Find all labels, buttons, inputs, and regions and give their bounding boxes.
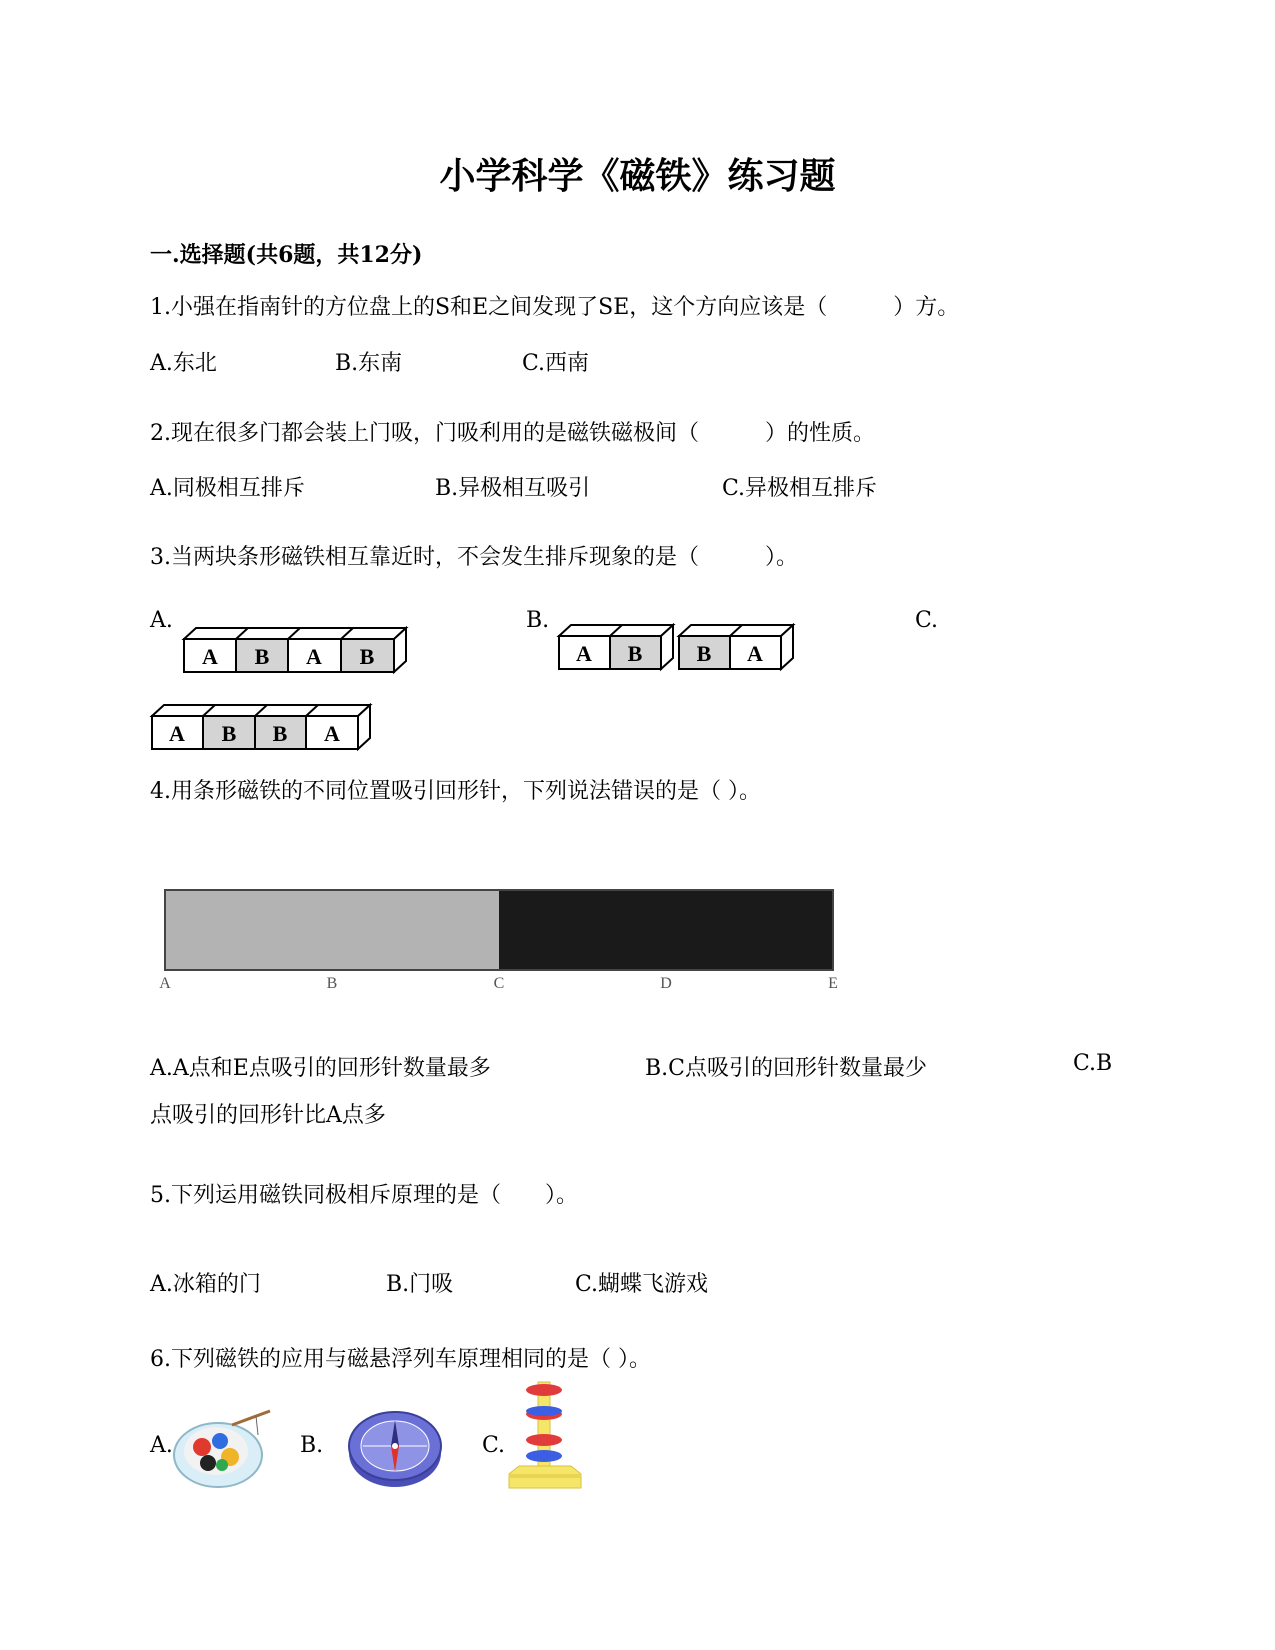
q2-option-a: A.同极相互排斥 <box>150 476 305 501</box>
magnet-c-label-1: A <box>169 721 185 746</box>
q3-magnet-figure-c <box>148 702 376 752</box>
section-heading: 一.选择题(共6题，共12分) <box>150 242 423 268</box>
bar-label-c: C <box>493 975 505 990</box>
q1-option-c: C.西南 <box>522 351 590 376</box>
question-3-stem: 3.当两块条形磁铁相互靠近时，不会发生排斥现象的是（ ）。 <box>150 545 798 570</box>
q1-option-a: A.东北 <box>150 351 217 376</box>
q4-option-c-continued: 点吸引的回形针比A点多 <box>150 1103 386 1128</box>
levitating-ring-magnets-icon <box>505 1378 585 1496</box>
q3-option-c-label: C. <box>915 608 939 633</box>
magnet-c-label-4: A <box>324 721 340 746</box>
q3-magnet-figure-b <box>555 622 801 672</box>
question-5-stem: 5.下列运用磁铁同极相斥原理的是（ ）。 <box>150 1183 578 1208</box>
magnet-a-label-4: B <box>359 644 375 669</box>
q2-option-b: B.异极相互吸引 <box>435 476 591 501</box>
q4-option-b: B.C点吸引的回形针数量最少 <box>645 1056 927 1081</box>
page-title: 小学科学《磁铁》练习题 <box>439 155 836 197</box>
bar-magnet-left-half <box>165 890 499 970</box>
bar-magnet-right-half <box>499 890 833 970</box>
q2-option-c: C.异极相互排斥 <box>722 476 878 501</box>
question-1-stem: 1.小强在指南针的方位盘上的S和E之间发现了SE，这个方向应该是（ ）方。 <box>150 295 960 320</box>
bar-label-d: D <box>660 975 672 990</box>
q5-option-b: B.门吸 <box>386 1272 454 1297</box>
magnet-b1-label-2: B <box>627 641 643 666</box>
q1-option-b: B.东南 <box>335 351 403 376</box>
magnet-a-label-3: A <box>306 644 322 669</box>
magnet-b1-label-1: A <box>576 641 592 666</box>
question-4-stem: 4.用条形磁铁的不同位置吸引回形针，下列说法错误的是（ ）。 <box>150 779 761 804</box>
magnet-c-label-2: B <box>221 721 237 746</box>
q6-option-c-label: C. <box>482 1433 506 1458</box>
magnet-a-label-2: B <box>254 644 270 669</box>
q4-option-c-start: C.B <box>1073 1051 1113 1076</box>
question-2-stem: 2.现在很多门都会装上门吸，门吸利用的是磁铁磁极间（ ）的性质。 <box>150 421 875 446</box>
question-6-stem: 6.下列磁铁的应用与磁悬浮列车原理相同的是（ ）。 <box>150 1347 651 1372</box>
bar-label-e: E <box>828 975 838 990</box>
magnet-b2-label-1: B <box>696 641 712 666</box>
q6-option-b-label: B. <box>300 1433 324 1458</box>
bar-label-a: A <box>159 975 171 990</box>
q5-option-c: C.蝴蝶飞游戏 <box>575 1272 709 1297</box>
bar-label-b: B <box>326 975 338 990</box>
q6-option-a-label: A. <box>150 1433 173 1458</box>
magnetic-fishing-game-icon <box>170 1405 275 1490</box>
q3-option-a-label: A. <box>150 608 173 633</box>
magnet-b2-label-2: A <box>747 641 763 666</box>
q4-option-a: A.A点和E点吸引的回形针数量最多 <box>150 1056 491 1081</box>
compass-icon <box>345 1398 445 1493</box>
q4-bar-magnet-figure <box>150 880 850 990</box>
magnet-a-label-1: A <box>202 644 218 669</box>
q3-option-b-label: B. <box>526 608 550 633</box>
q3-magnet-figure-a <box>180 625 416 675</box>
magnet-c-label-3: B <box>272 721 288 746</box>
q5-option-a: A.冰箱的门 <box>150 1272 261 1297</box>
